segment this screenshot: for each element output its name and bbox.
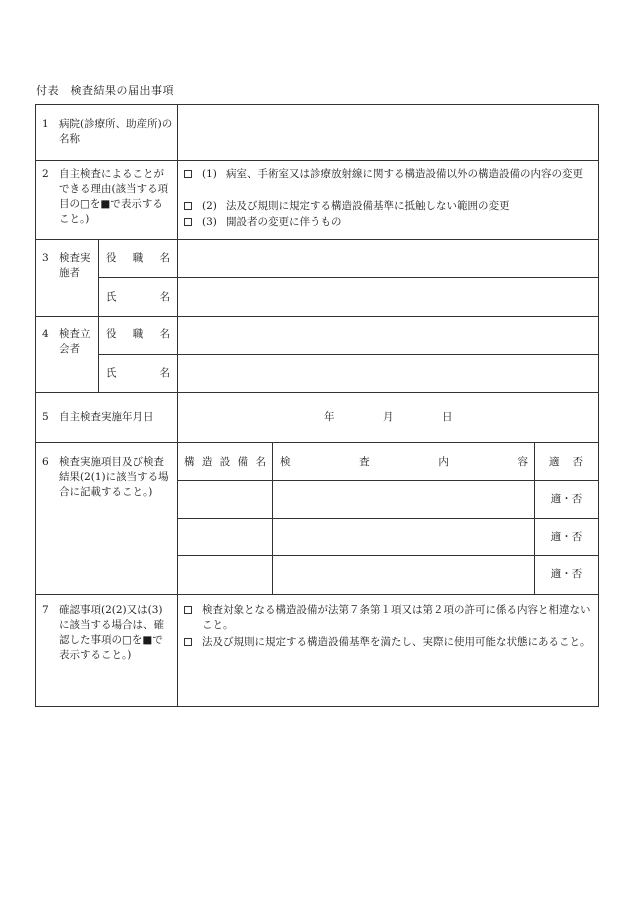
row3-label: 検査実施者	[59, 252, 91, 279]
row4-name-label: 氏名	[106, 367, 170, 379]
row-divider	[36, 392, 598, 393]
reason2-text: 法及び規則に規定する構造設備基準に抵触しない範囲の変更	[226, 200, 510, 212]
row-divider	[36, 160, 598, 161]
reason1-number: (1)	[202, 168, 217, 180]
column-divider	[98, 239, 99, 392]
row2-number: 2	[42, 168, 49, 180]
row1-number: 1	[42, 118, 49, 130]
page-title: 付表 検査結果の届出事項	[36, 84, 174, 97]
row4-position-label: 役職名	[106, 328, 170, 340]
row-divider	[98, 277, 598, 278]
confirm2-checkbox[interactable]	[184, 638, 192, 646]
row-divider	[36, 442, 598, 443]
inspection-content-header: 検査内容	[280, 456, 528, 468]
equipment-name-header: 構造設備名	[184, 456, 266, 468]
confirm1-text: 検査対象となる構造設備が法第７条第１項又は第２項の許可に係る内容と相違ないこと。	[202, 604, 591, 631]
column-divider	[177, 105, 178, 706]
reason2-checkbox[interactable]	[184, 202, 192, 210]
row3-name-label: 氏名	[106, 291, 170, 303]
row4-label: 検査立会者	[59, 328, 91, 355]
report-form-table	[35, 104, 599, 707]
reason1-checkbox[interactable]	[184, 170, 192, 178]
reason1-text: 病室、手術室又は診療放射線に関する構造設備以外の構造設備の内容の変更	[226, 168, 583, 180]
reason3-number: (3)	[202, 216, 217, 228]
reason3-checkbox[interactable]	[184, 218, 192, 226]
column-divider	[272, 442, 273, 594]
row6-label: 検査実施項目及び検査結果(2(1)に該当する場合に記載すること。)	[59, 456, 169, 498]
row5-number: 5	[42, 411, 49, 423]
row4-number: 4	[42, 328, 49, 340]
row5-label: 自主検査実施年月日	[59, 411, 154, 423]
confirm1-checkbox[interactable]	[184, 606, 192, 614]
row-divider	[36, 594, 598, 595]
row-divider	[36, 239, 598, 240]
row2-label: 自主検査によることができる理由(該当する項目の□を■で表示すること。)	[59, 168, 169, 225]
row3-number: 3	[42, 252, 49, 264]
result-mark[interactable]: 適・否	[550, 493, 583, 505]
row-divider	[36, 316, 598, 317]
day-label: 日	[442, 411, 453, 423]
result-mark[interactable]: 適・否	[550, 568, 583, 580]
row1-label: 病院(診療所、助産所)の名称	[59, 118, 173, 145]
row7-number: 7	[42, 604, 49, 616]
year-label: 年	[324, 411, 335, 423]
result-mark[interactable]: 適・否	[550, 531, 583, 543]
row6-number: 6	[42, 456, 49, 468]
row3-position-label: 役職名	[106, 252, 170, 264]
reason3-text: 開設者の変更に伴うもの	[226, 216, 342, 228]
row7-label: 確認事項(2(2)又は(3)に該当する場合は、確認した事項の□を■で表示すること。)	[59, 604, 164, 661]
confirm2-text: 法及び規則に規定する構造設備基準を満たし、実際に使用可能な状態にあること。	[202, 636, 591, 648]
month-label: 月	[383, 411, 394, 423]
reason2-number: (2)	[202, 200, 217, 212]
result-header: 適否	[549, 456, 583, 468]
row-divider	[98, 354, 598, 355]
